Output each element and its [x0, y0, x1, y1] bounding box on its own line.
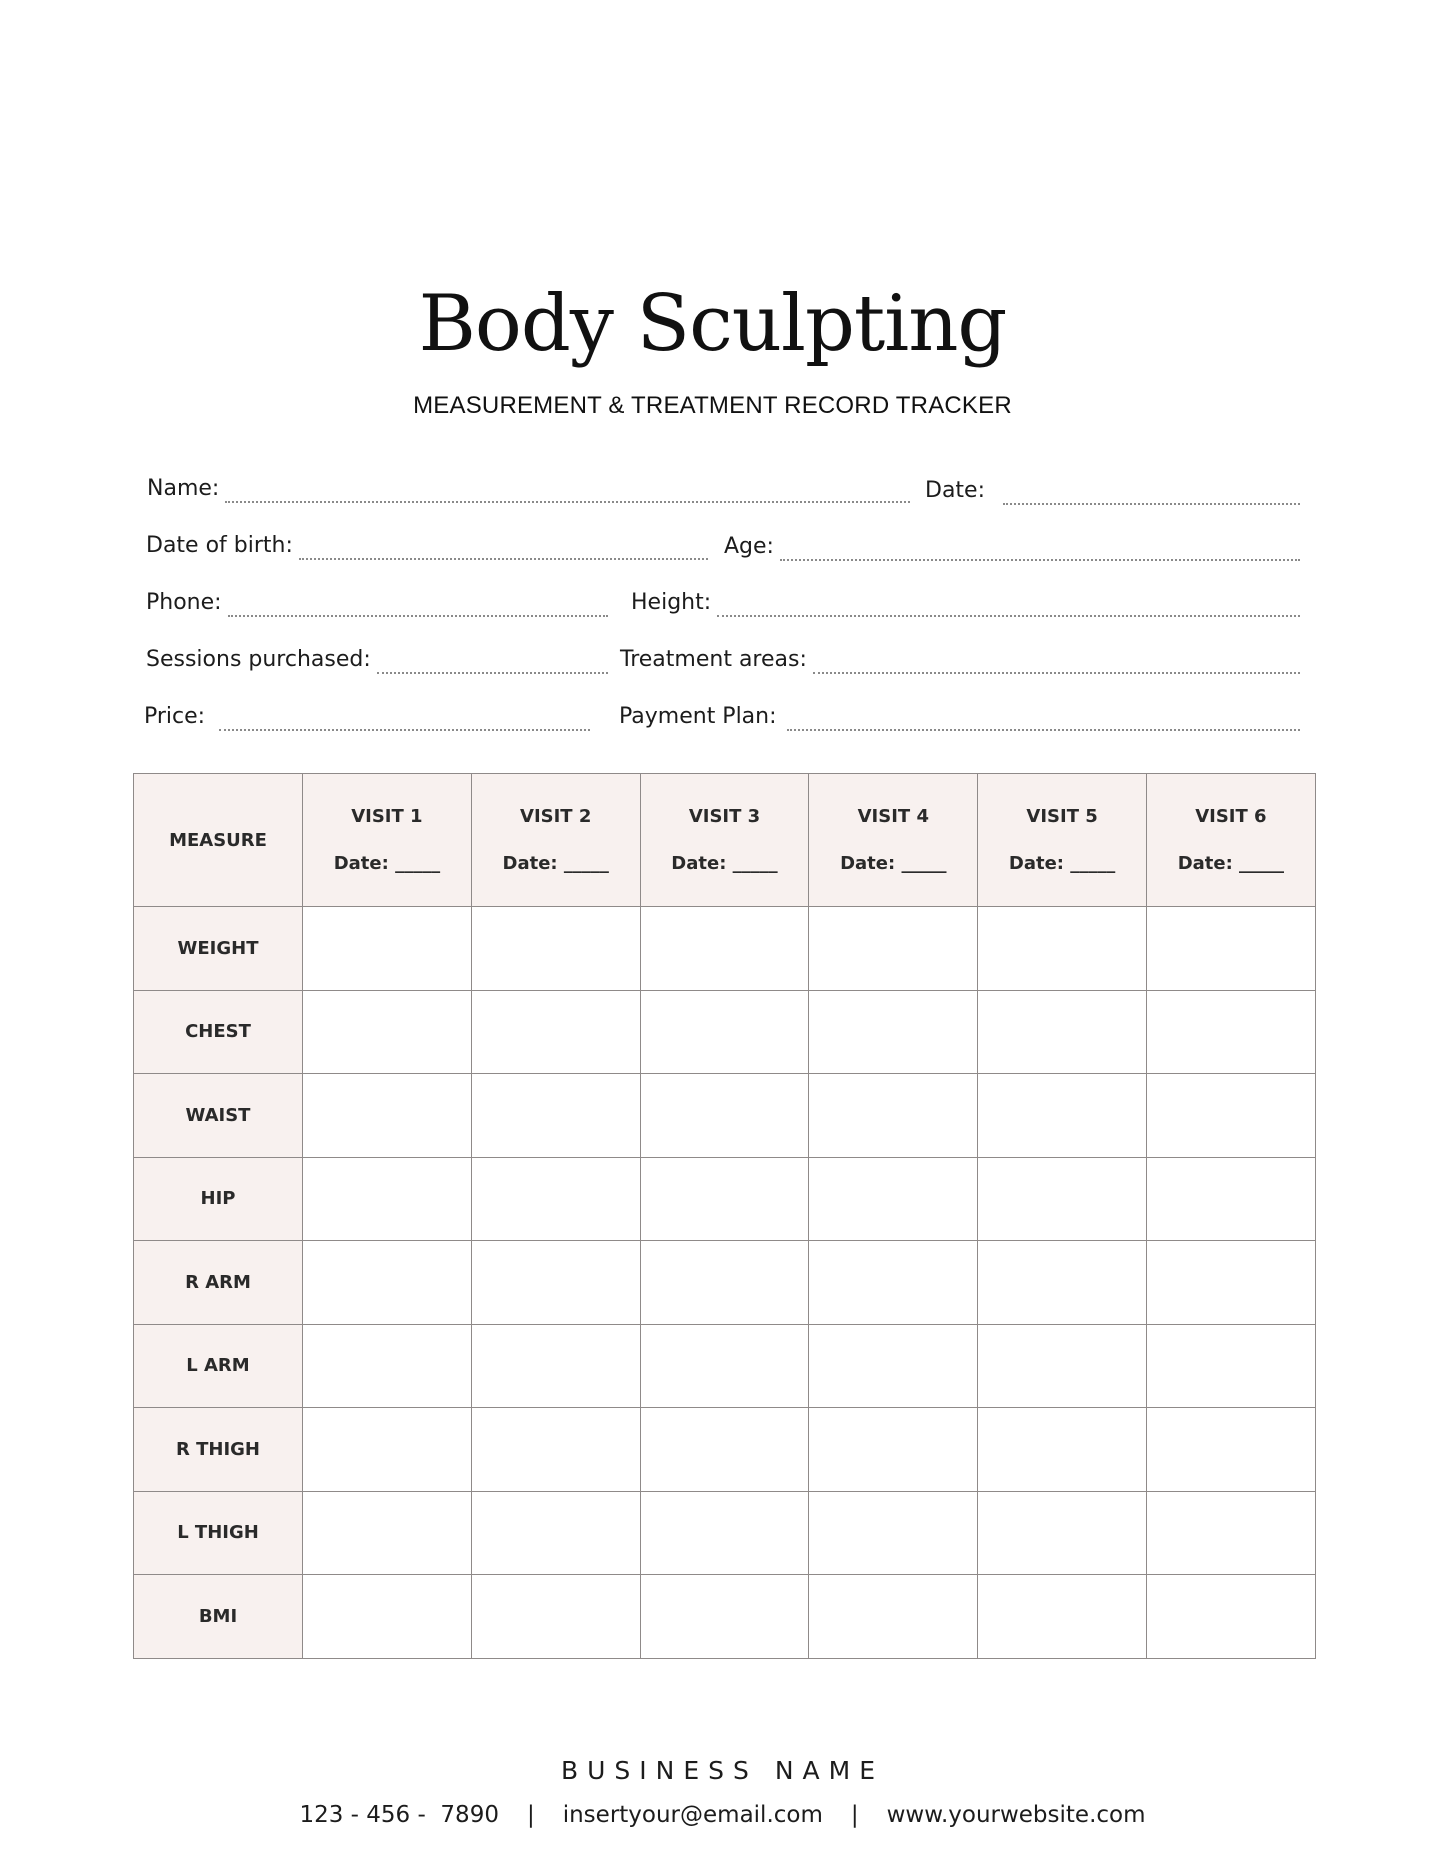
visit-date[interactable]: Date: _____ — [1177, 853, 1285, 874]
contact-email[interactable]: insertyour@email.com — [562, 1802, 823, 1828]
measurement-cell[interactable] — [1146, 1074, 1315, 1158]
measure-label: HIP — [134, 1157, 303, 1241]
contact-separator: | — [850, 1802, 859, 1828]
measurement-cell[interactable] — [978, 1491, 1147, 1575]
treatment-areas-label: Treatment areas: — [620, 647, 807, 672]
measurement-cell[interactable] — [978, 1074, 1147, 1158]
page-subtitle: MEASUREMENT & TREATMENT RECORD TRACKER — [413, 392, 1012, 419]
contact-website[interactable]: www.yourwebsite.com — [886, 1802, 1146, 1828]
height-field[interactable] — [631, 583, 1300, 617]
table-row — [134, 1157, 1316, 1241]
phone-field[interactable] — [146, 583, 608, 617]
date-label: Date: — [925, 478, 985, 503]
measurement-cell[interactable] — [1146, 990, 1315, 1074]
table-row — [134, 990, 1316, 1074]
visit-1-header — [303, 774, 472, 907]
measurement-cell[interactable] — [640, 1324, 809, 1408]
measurement-cell[interactable] — [1146, 1157, 1315, 1241]
measurement-cell[interactable] — [809, 1491, 978, 1575]
visit-4-header — [809, 774, 978, 907]
dob-label: Date of birth: — [146, 533, 293, 558]
measurement-cell[interactable] — [640, 1408, 809, 1492]
contact-phone: 123 - 456 - 7890 — [299, 1802, 499, 1828]
measurement-cell[interactable] — [978, 1157, 1147, 1241]
measurement-cell[interactable] — [809, 1408, 978, 1492]
page-title: Body Sculpting — [418, 279, 1007, 369]
dob-line[interactable] — [299, 536, 708, 560]
treatment-areas-field[interactable] — [620, 640, 1300, 674]
measurement-cell[interactable] — [471, 990, 640, 1074]
table-row — [134, 1324, 1316, 1408]
measurement-cell[interactable] — [471, 1324, 640, 1408]
measurement-cell[interactable] — [1146, 1408, 1315, 1492]
measurement-cell[interactable] — [471, 1491, 640, 1575]
measurement-cell[interactable] — [978, 1408, 1147, 1492]
name-field[interactable] — [147, 469, 910, 503]
measurement-cell[interactable] — [1146, 1241, 1315, 1325]
visit-label: VISIT 1 — [351, 806, 423, 827]
visit-6-header — [1146, 774, 1315, 907]
measurement-cell[interactable] — [809, 1157, 978, 1241]
phone-label: Phone: — [146, 590, 222, 615]
table-row — [134, 1241, 1316, 1325]
measurement-cell[interactable] — [809, 1074, 978, 1158]
measurement-cell[interactable] — [809, 907, 978, 991]
measurement-cell[interactable] — [303, 1157, 472, 1241]
measurement-cell[interactable] — [471, 1241, 640, 1325]
measurement-cell[interactable] — [978, 990, 1147, 1074]
height-line[interactable] — [717, 593, 1300, 617]
measurement-cell[interactable] — [640, 1157, 809, 1241]
contact-separator: | — [526, 1802, 535, 1828]
sessions-line[interactable] — [377, 650, 608, 674]
measurement-cell[interactable] — [809, 1241, 978, 1325]
measurement-cell[interactable] — [471, 1408, 640, 1492]
measurement-cell[interactable] — [1146, 1491, 1315, 1575]
measure-label: WEIGHT — [134, 907, 303, 991]
measurement-cell[interactable] — [303, 1074, 472, 1158]
treatment-areas-line[interactable] — [813, 650, 1300, 674]
visit-label: VISIT 5 — [1026, 806, 1098, 827]
measurement-cell[interactable] — [303, 1324, 472, 1408]
measurement-cell[interactable] — [303, 1408, 472, 1492]
payment-plan-label: Payment Plan: — [619, 704, 777, 729]
measurement-cell[interactable] — [640, 990, 809, 1074]
measure-label: BMI — [134, 1575, 303, 1659]
measurement-cell[interactable] — [640, 907, 809, 991]
measurement-cell[interactable] — [809, 1324, 978, 1408]
measure-label: L THIGH — [134, 1491, 303, 1575]
age-line[interactable] — [780, 537, 1300, 561]
name-label: Name: — [147, 476, 220, 501]
visit-label: VISIT 2 — [520, 806, 592, 827]
measurement-cell[interactable] — [978, 1324, 1147, 1408]
visit-date[interactable]: Date: _____ — [333, 853, 441, 874]
measurement-cell[interactable] — [1146, 1324, 1315, 1408]
visit-label: VISIT 3 — [688, 806, 761, 827]
measure-label: L ARM — [134, 1324, 303, 1408]
sessions-field[interactable] — [146, 640, 608, 674]
contact-line — [0, 1802, 1445, 1828]
name-line[interactable] — [225, 479, 910, 503]
measurement-cell[interactable] — [1146, 907, 1315, 991]
measurement-cell[interactable] — [640, 1074, 809, 1158]
payment-plan-line[interactable] — [787, 707, 1300, 731]
measurement-cell[interactable] — [809, 990, 978, 1074]
measurement-cell[interactable] — [303, 990, 472, 1074]
visit-date[interactable]: Date: _____ — [502, 853, 609, 874]
measurement-cell[interactable] — [303, 1491, 472, 1575]
visit-label: VISIT 6 — [1195, 806, 1267, 827]
measure-label: R ARM — [134, 1241, 303, 1325]
phone-line[interactable] — [228, 593, 608, 617]
visit-date[interactable]: Date: _____ — [840, 853, 947, 874]
price-line[interactable] — [219, 707, 590, 731]
visit-label: VISIT 4 — [857, 806, 929, 827]
measure-label: WAIST — [134, 1074, 303, 1158]
height-label: Height: — [631, 590, 712, 615]
table-row — [134, 1575, 1316, 1659]
measure-label: R THIGH — [134, 1408, 303, 1492]
measurement-cell[interactable] — [978, 907, 1147, 991]
visit-date[interactable]: Date: _____ — [1008, 853, 1116, 874]
measurement-cell[interactable] — [303, 907, 472, 991]
table-row — [134, 1491, 1316, 1575]
visit-5-header — [978, 774, 1147, 907]
age-label: Age: — [724, 534, 774, 559]
dob-field[interactable] — [146, 526, 708, 560]
measurement-cell[interactable] — [471, 1575, 640, 1659]
measurement-cell[interactable] — [1146, 1575, 1315, 1659]
date-field[interactable] — [925, 471, 1300, 505]
measure-header: MEASURE — [134, 774, 303, 907]
measurement-cell[interactable] — [303, 1241, 472, 1325]
table-header-row — [134, 774, 1316, 907]
visit-date[interactable]: Date: _____ — [671, 853, 778, 874]
visit-2-header — [471, 774, 640, 907]
measurement-cell[interactable] — [471, 1074, 640, 1158]
table-row — [134, 1408, 1316, 1492]
price-label: Price: — [144, 704, 206, 729]
measurement-cell[interactable] — [471, 907, 640, 991]
table-row — [134, 907, 1316, 991]
measurement-cell[interactable] — [640, 1241, 809, 1325]
date-line[interactable] — [1003, 481, 1300, 505]
measurement-cell[interactable] — [809, 1575, 978, 1659]
measurement-cell[interactable] — [303, 1575, 472, 1659]
sessions-label: Sessions purchased: — [146, 647, 371, 672]
measurement-table — [133, 773, 1316, 1659]
age-field[interactable] — [724, 527, 1300, 561]
measurement-cell[interactable] — [640, 1491, 809, 1575]
measurement-cell[interactable] — [471, 1157, 640, 1241]
payment-plan-field[interactable] — [619, 697, 1300, 731]
business-name: BUSINESS NAME — [560, 1756, 885, 1785]
price-field[interactable] — [144, 697, 590, 731]
table-row — [134, 1074, 1316, 1158]
measurement-cell[interactable] — [640, 1575, 809, 1659]
measure-label: CHEST — [134, 990, 303, 1074]
visit-3-header — [640, 774, 809, 907]
measurement-cell[interactable] — [978, 1241, 1147, 1325]
measurement-cell[interactable] — [978, 1575, 1147, 1659]
